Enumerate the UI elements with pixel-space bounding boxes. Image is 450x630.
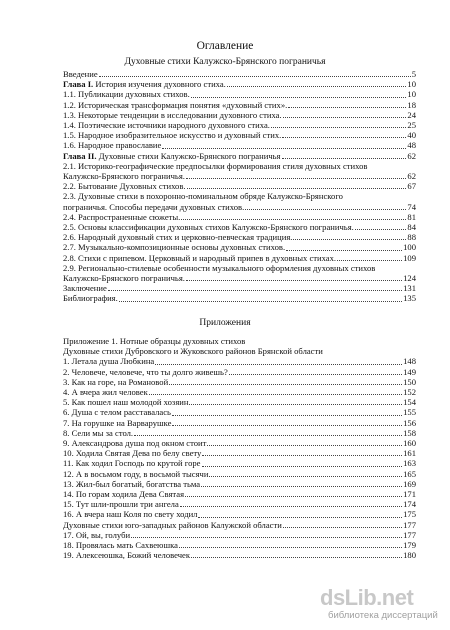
toc-entry (63, 253, 416, 263)
appendix-page-number: 150 (403, 376, 416, 387)
appendix-entry-label: 19. Алексеюшка, Божий человечек (63, 550, 191, 561)
dot-leader (186, 280, 402, 281)
toc-entry-label: 2.4. Распространенные сюжеты. (63, 211, 181, 222)
dot-leader (282, 158, 407, 159)
appendix-entry-row (63, 489, 416, 499)
toc-entry-label: 2.7. Музыкально-композиционные основы духовных стихов. (63, 242, 286, 253)
appendix-entry (63, 509, 416, 519)
dot-leader (172, 425, 402, 426)
toc-entry-row (63, 181, 416, 191)
toc-entry-label: 1.3. Некоторые тенденции в исследовании духовного стиха. (63, 109, 282, 120)
toc-entry-label: 1.5. Народное изобразительное искусство и духовный стих. (63, 130, 282, 141)
appendix-entry (63, 479, 416, 489)
toc-entry-row (63, 232, 416, 242)
appendix-entry (63, 530, 416, 540)
dot-leader (131, 537, 402, 538)
appendix-entry (63, 540, 416, 550)
appendix-entry-row (63, 387, 416, 397)
appendix-page-number: 158 (403, 427, 416, 438)
toc-entry (63, 263, 416, 283)
toc-entry (63, 79, 416, 89)
appendix-entry-label: 13. Жил-был богатый, богатства тьма (63, 478, 201, 489)
toc-entry-row (63, 242, 416, 252)
appendix-entry (63, 469, 416, 479)
appendix-entry-label: 4. А вчера жил человек (63, 387, 148, 398)
dot-leader (198, 517, 402, 518)
appendix-entry-row (63, 469, 416, 479)
toc-page-number: 81 (407, 211, 416, 222)
toc-entry (63, 89, 416, 99)
appendix-entry-label: 3. Как на горе, на Романовой (63, 376, 169, 387)
toc-entry-row (63, 69, 416, 79)
toc-entry-label: Библиография. (63, 293, 118, 304)
appendix-entry (63, 356, 416, 366)
dot-leader (191, 97, 407, 98)
appendix-entry-label: 12. А в восьмом году, в восьмой тысячи (63, 468, 209, 479)
appendix-entry (63, 438, 416, 448)
appendix-entry (63, 499, 416, 509)
appendix-page-number: 177 (403, 529, 416, 540)
toc-entry-label: Калужско-Брянского пограничья. (63, 171, 185, 182)
appendix-page-number: 152 (403, 387, 416, 398)
toc-entry-label: Заключение (63, 283, 107, 294)
appendix-title: Приложения (199, 318, 251, 328)
appendix-page-number: 174 (403, 499, 416, 510)
toc-chapter-number: Глава II. (63, 150, 97, 161)
appendix-page-number: 148 (403, 356, 416, 367)
dot-leader (179, 547, 402, 548)
watermark-logo (320, 585, 440, 625)
appendix-entry-label: 16. А вчера наш Коля по свету ходил (63, 509, 198, 520)
appendix-entry-row (63, 448, 416, 458)
appendix-entry-row (63, 418, 416, 428)
toc-entry-label: 2.8. Стихи с припевом. Церковный и народный припев в духовных стихах. (63, 252, 337, 263)
appendix-entry (63, 520, 416, 530)
appendix-entry-row (63, 499, 416, 509)
toc-entry-row (63, 100, 416, 110)
dot-leader (355, 229, 407, 230)
toc-entry (63, 120, 416, 130)
toc-entry-row (63, 202, 416, 212)
toc-entry-row (63, 171, 416, 181)
toc-entry (63, 100, 416, 110)
appendix-entry-row (63, 438, 416, 448)
appendix-entry-row (63, 530, 416, 540)
dot-leader (293, 239, 406, 240)
appendix-list (63, 336, 416, 560)
dot-leader (271, 127, 406, 128)
toc-page-number: 10 (407, 89, 416, 100)
toc-entry (63, 140, 416, 150)
appendix-entry-label: 18. Провялась мать Сахвеюшка (63, 540, 178, 551)
dot-leader (180, 506, 402, 507)
dot-leader (181, 219, 406, 220)
toc-entry-row (63, 293, 416, 303)
toc-entry (63, 283, 416, 293)
dot-leader (162, 148, 406, 149)
dot-leader (288, 107, 406, 108)
toc-chapter-number: Глава I. (63, 79, 94, 90)
page-title: Оглавление (196, 40, 254, 52)
toc-entry-label: 1.1. Публикации духовных стихов. (63, 89, 190, 100)
toc-entry (63, 191, 416, 211)
appendix-entry-row (63, 509, 416, 519)
appendix-entry-label: 8. Сели мы за стол. (63, 427, 134, 438)
toc-entry (63, 212, 416, 222)
toc-entry-row (63, 283, 416, 293)
appendix-page-number: 177 (403, 519, 416, 530)
appendix-entry (63, 489, 416, 499)
toc-entry (63, 161, 416, 181)
appendix-entry-label: 15. Тут шли-прошли три ангела (63, 499, 179, 510)
toc-page-number: 10 (407, 79, 416, 90)
toc-page-number: 25 (407, 120, 416, 131)
dot-leader (283, 527, 402, 528)
toc-entry-row (63, 273, 416, 283)
dot-leader (283, 117, 407, 118)
appendix-page-number: 149 (403, 366, 416, 377)
toc-entry-line: 2.9. Регионально-стилевые особенности музыкального оформления духовных стихов (63, 262, 376, 273)
appendix-entry-label: 7. На горушке на Варварушке (63, 417, 172, 428)
toc-page-number: 67 (407, 181, 416, 192)
appendix-page-number: 169 (403, 478, 416, 489)
toc-entry-row (63, 110, 416, 120)
toc-entry-label: Введение (63, 69, 98, 79)
appendix-entry-row (63, 356, 416, 366)
dot-leader (202, 455, 402, 456)
dot-leader (286, 250, 402, 251)
toc-page-number: 74 (407, 201, 416, 212)
appendix-entry-row (63, 550, 416, 560)
table-of-contents (63, 69, 416, 304)
toc-page-number: 100 (403, 242, 416, 253)
toc-entry-label: Калужско-Брянского пограничья. (63, 273, 185, 284)
appendix-entry (63, 418, 416, 428)
appendix-entry-row (63, 407, 416, 417)
toc-page-number: 62 (407, 171, 416, 182)
toc-entry-label: Глава I. История изучения духовного стиха. (63, 79, 226, 90)
appendix-entry-label: 9. Александрова душа под окном стоит (63, 438, 207, 449)
appendix-entry-row (63, 367, 416, 377)
toc-entry-row (63, 120, 416, 130)
toc-entry-row (63, 151, 416, 161)
appendix-page-number: 160 (403, 438, 416, 449)
dot-leader (227, 86, 407, 87)
toc-entry (63, 222, 416, 232)
page-subtitle: Духовные стихи Калужско-Брянского пограничья (124, 57, 326, 67)
appendix-entry-row (63, 540, 416, 550)
watermark-tagline: библиотека диссертаций (328, 610, 438, 621)
toc-page-number: 40 (407, 130, 416, 141)
appendix-entry (63, 397, 416, 407)
appendix-entry-row (63, 458, 416, 468)
dot-leader (108, 290, 402, 291)
dot-leader (172, 415, 402, 416)
toc-entry-row (63, 140, 416, 150)
toc-page-number: 124 (403, 273, 416, 284)
toc-page-number: 48 (407, 140, 416, 151)
toc-page-number: 18 (407, 99, 416, 110)
appendix-entry-label: 1. Летала душа Любкина (63, 356, 155, 367)
toc-entry-row (63, 222, 416, 232)
toc-entry-label: 1.2. Историческая трансформация понятия «духовный стих». (63, 99, 288, 110)
appendix-entry-label: 6. Душа с телом расставалась (63, 407, 171, 418)
dot-leader (185, 496, 402, 497)
appendix-page-number: 155 (403, 407, 416, 418)
toc-page-number: 24 (407, 109, 416, 120)
appendix-entry-label: 10. Ходила Святая Дева по белу свету (63, 448, 202, 459)
appendix-entry (63, 377, 416, 387)
appendix-entry (63, 367, 416, 377)
appendix-page-number: 175 (403, 509, 416, 520)
appendix-entry-label: Духовные стихи юго-западных районов Калужской области (63, 519, 282, 530)
toc-entry (63, 151, 416, 161)
toc-entry-row (63, 212, 416, 222)
toc-entry-label: 2.6. Народный духовный стих и церковно-певческая традиция. (63, 232, 293, 243)
dot-leader (245, 209, 406, 210)
dot-leader (201, 486, 402, 487)
toc-page-number: 84 (407, 222, 416, 233)
appendix-page-number: 161 (403, 448, 416, 459)
appendix-subheading: Духовные стихи Дубровского и Жуковского районов Брянской области (63, 346, 323, 357)
toc-entry (63, 69, 416, 79)
toc-entry (63, 181, 416, 191)
dot-leader (134, 435, 402, 436)
appendix-entry (63, 448, 416, 458)
appendix-entry-row (63, 377, 416, 387)
appendix-entry-row (63, 397, 416, 407)
dot-leader (119, 301, 402, 302)
toc-entry-label: 2.5. Основы классификации духовных стихов Калужско-Брянского пограничья. (63, 222, 354, 233)
toc-page-number: 88 (407, 232, 416, 243)
appendix-page-number: 179 (403, 540, 416, 551)
appendix-entry-row (63, 479, 416, 489)
dot-leader (189, 404, 402, 405)
dot-leader (209, 476, 402, 477)
appendix-page-number: 180 (403, 550, 416, 561)
appendix-entry (63, 407, 416, 417)
dot-leader (337, 260, 402, 261)
dot-leader (155, 364, 402, 365)
appendix-entry-label: 14. По горам ходила Дева Святая (63, 489, 185, 500)
appendix-entry-label: 17. Ой, вы, голуби (63, 529, 131, 540)
toc-entry-row (63, 130, 416, 140)
toc-entry (63, 130, 416, 140)
dot-leader (169, 384, 402, 385)
toc-entry (63, 293, 416, 303)
appendix-entry (63, 387, 416, 397)
appendix-entry-label: 11. Как ходил Господь по крутой горе (63, 458, 201, 469)
toc-entry-label: Глава II. Духовные стихи Калужско-Брянского пограничья (63, 150, 281, 161)
appendix-heading: Приложение 1. Нотные образцы духовных стихов (63, 336, 246, 346)
appendix-page-number: 163 (403, 458, 416, 469)
dot-leader (99, 76, 411, 77)
dot-leader (187, 188, 407, 189)
toc-entry-label: 2.2. Бытование Духовных стихов. (63, 181, 186, 192)
appendix-entry (63, 458, 416, 468)
dot-leader (149, 394, 402, 395)
appendix-entry (63, 550, 416, 560)
appendix-page-number: 156 (403, 417, 416, 428)
appendix-entry-row (63, 428, 416, 438)
appendix-entry (63, 428, 416, 438)
toc-entry-row (63, 79, 416, 89)
toc-page-number: 62 (407, 150, 416, 161)
toc-entry-label: пограничья. Способы передачи духовных стихов. (63, 201, 245, 212)
appendix-page-number: 165 (403, 468, 416, 479)
toc-entry (63, 232, 416, 242)
toc-entry-label: 1.4. Поэтические источники народного духовного стиха. (63, 120, 270, 131)
toc-page-number: 135 (403, 293, 416, 304)
appendix-entry-row (63, 520, 416, 530)
toc-page-number: 131 (403, 283, 416, 294)
toc-entry-row (63, 89, 416, 99)
appendix-entry-label: 5. Как пошел наш молодой хозяин (63, 397, 189, 408)
toc-entry-row (63, 253, 416, 263)
dot-leader (186, 178, 406, 179)
appendix-page-number: 171 (403, 489, 416, 500)
appendix-page-number: 154 (403, 397, 416, 408)
watermark-logo-text: dsLib.net (320, 585, 414, 610)
dot-leader (202, 466, 403, 467)
toc-entry-line: 2.3. Духовные стихи в похоронно-поминальном обряде Калужско-Брянского (63, 191, 343, 202)
appendix-entry-label: 2. Человече, человече, что ты долго живешь? (63, 366, 228, 377)
dot-leader (229, 374, 402, 375)
dot-leader (207, 445, 402, 446)
toc-page-number: 5 (411, 69, 416, 79)
toc-entry-label: 1.6. Народное православие (63, 140, 162, 151)
toc-page-number: 109 (403, 252, 416, 263)
toc-entry (63, 242, 416, 252)
dot-leader (282, 137, 406, 138)
toc-entry (63, 110, 416, 120)
dot-leader (191, 557, 402, 558)
toc-entry-line: 2.1. Историко-географические предпосылки формирования стиля духовных стихов (63, 160, 368, 171)
